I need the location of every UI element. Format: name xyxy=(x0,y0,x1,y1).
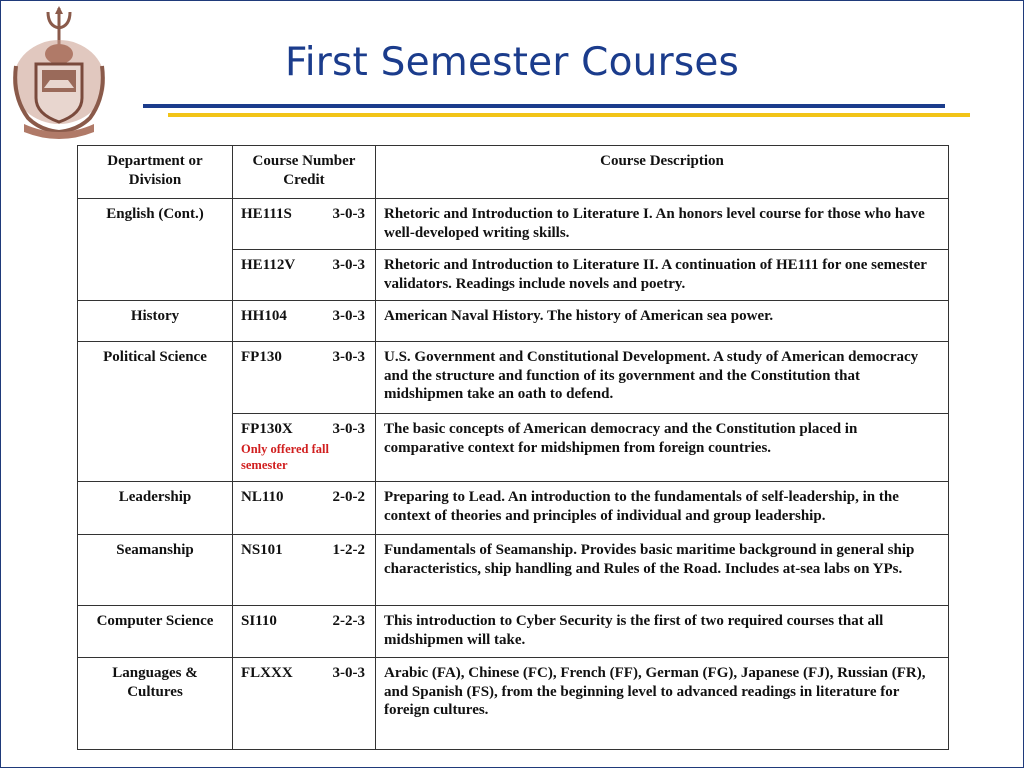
course-number: NS101 xyxy=(241,542,283,558)
slide-title: First Semester Courses xyxy=(284,40,740,85)
table-row xyxy=(78,199,949,250)
table-row xyxy=(78,606,949,658)
course-cell xyxy=(233,414,376,482)
course-credit: 2-2-3 xyxy=(332,613,365,629)
table-row xyxy=(78,301,949,342)
description-cell: This introduction to Cyber Security is the first of two required courses that all midshipmen will take. xyxy=(376,606,949,658)
course-number: HE111S xyxy=(241,206,292,222)
course-cell xyxy=(233,535,376,606)
course-cell xyxy=(233,250,376,301)
header-description: Course Description xyxy=(376,146,949,199)
course-credit: 1-2-2 xyxy=(332,542,365,558)
course-credit: 3-0-3 xyxy=(332,421,365,437)
description-cell: Fundamentals of Seamanship. Provides basic maritime background in general ship characteristics, ship handling and Rules of the Road. Includes at-sea labs on YPs. xyxy=(376,535,949,606)
table-row xyxy=(78,482,949,535)
course-cell xyxy=(233,199,376,250)
offering-note: Only offered fall semester xyxy=(241,441,329,472)
course-number: HH104 xyxy=(241,308,287,324)
dept-cell: English (Cont.) xyxy=(78,199,233,301)
course-number: SI110 xyxy=(241,613,277,629)
title-rule-blue xyxy=(143,104,945,108)
course-number: HE112V xyxy=(241,257,296,273)
dept-cell: History xyxy=(78,301,233,342)
table-row xyxy=(78,342,949,414)
dept-cell: Seamanship xyxy=(78,535,233,606)
course-number: FP130 xyxy=(241,349,282,365)
header-department: Department or Division xyxy=(78,146,233,199)
description-cell: The basic concepts of American democracy and the Constitution placed in comparative context for midshipmen from foreign countries. xyxy=(376,414,949,482)
course-cell xyxy=(233,482,376,535)
table-header-row xyxy=(78,146,949,199)
table-row xyxy=(78,658,949,750)
course-credit: 3-0-3 xyxy=(332,349,365,365)
course-number: NL110 xyxy=(241,489,284,505)
description-cell: Rhetoric and Introduction to Literature I. An honors level course for those who have well-developed writing skills. xyxy=(376,199,949,250)
description-cell: U.S. Government and Constitutional Development. A study of American democracy and the structure and function of its government and the Constitution that midshipmen take an oath to defend. xyxy=(376,342,949,414)
course-cell xyxy=(233,606,376,658)
description-cell: Preparing to Lead. An introduction to the fundamentals of self-leadership, in the context of theories and principles of individual and group leadership. xyxy=(376,482,949,535)
course-number: FLXXX xyxy=(241,665,293,681)
dept-cell: Computer Science xyxy=(78,606,233,658)
course-credit: 3-0-3 xyxy=(332,308,365,324)
description-cell: Rhetoric and Introduction to Literature II. A continuation of HE111 for one semester validators. Readings include novels and poetry. xyxy=(376,250,949,301)
dept-cell: Political Science xyxy=(78,342,233,482)
description-cell: American Naval History. The history of American sea power. xyxy=(376,301,949,342)
naval-academy-seal-icon xyxy=(10,6,108,144)
courses-table xyxy=(77,145,949,750)
course-credit: 2-0-2 xyxy=(332,489,365,505)
course-credit: 3-0-3 xyxy=(332,206,365,222)
description-cell: Arabic (FA), Chinese (FC), French (FF), German (FG), Japanese (FJ), Russian (FR), and Spanish (FS), from the beginning level to advanced readings in literature for foreign cultures. xyxy=(376,658,949,750)
title-rule-gold xyxy=(168,113,970,117)
course-cell xyxy=(233,301,376,342)
course-cell xyxy=(233,342,376,414)
table-row xyxy=(78,535,949,606)
course-number: FP130X xyxy=(241,421,293,437)
course-cell xyxy=(233,658,376,750)
course-credit: 3-0-3 xyxy=(332,257,365,273)
header-course: Course Number Credit xyxy=(233,146,376,199)
dept-cell: Languages & Cultures xyxy=(78,658,233,750)
course-credit: 3-0-3 xyxy=(332,665,365,681)
dept-cell: Leadership xyxy=(78,482,233,535)
